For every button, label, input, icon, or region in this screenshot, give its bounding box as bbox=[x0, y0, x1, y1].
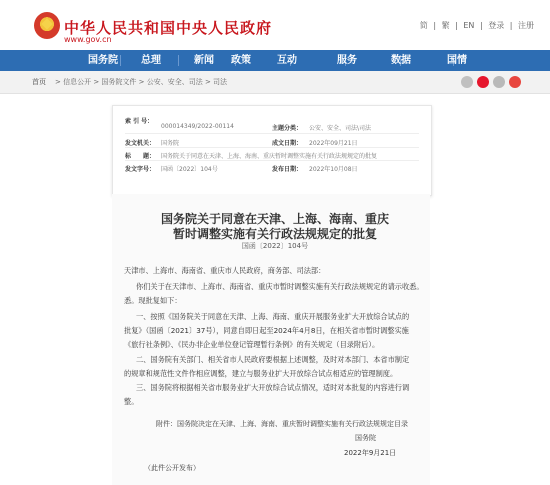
paragraph: 一、按照《国务院关于同意在天津、上海、海南、重庆开展服务业扩大开放综合试点的 bbox=[136, 312, 410, 321]
share-weibo-icon[interactable] bbox=[477, 76, 489, 88]
meta-published-label: 发布日期： bbox=[272, 166, 303, 173]
signer: 国务院 bbox=[355, 434, 376, 442]
article-title-line1: 国务院关于同意在天津、上海、海南、重庆 bbox=[160, 212, 389, 226]
meta-docno-value: 国函〔2022〕104号 bbox=[161, 166, 218, 173]
paragraph: 的规章和规范性文件作相应调整，建立与服务业扩大开放综合试点相适应的管理制度。 bbox=[124, 369, 398, 378]
nav-item-data[interactable]: 数据 bbox=[391, 55, 411, 66]
paragraph: 你们关于在天津市、上海市、海南省、重庆市暂时调整实施有关行政法规规定的请示收悉。 bbox=[136, 282, 424, 291]
nav-item-news[interactable]: 新闻 bbox=[194, 55, 214, 66]
attachment-link[interactable]: 附件：国务院决定在天津、上海、海南、重庆暂时调整实施有关行政法规规定目录 bbox=[156, 420, 408, 428]
nav-item-interaction[interactable]: 互动 bbox=[277, 55, 297, 66]
share-generic-icon[interactable] bbox=[461, 76, 473, 88]
meta-divider bbox=[125, 133, 419, 134]
paragraph: 整。 bbox=[124, 397, 139, 406]
meta-index-label: 索 引 号： bbox=[125, 118, 154, 125]
lang-simplified-link[interactable]: 简 bbox=[419, 21, 428, 30]
nav-item-premier[interactable]: 总理 bbox=[141, 55, 161, 66]
nav-item-service[interactable]: 服务 bbox=[337, 55, 357, 66]
nav-item-policy[interactable]: 政策 bbox=[231, 55, 251, 66]
divider: | bbox=[455, 21, 458, 30]
register-link[interactable]: 注册 bbox=[518, 21, 534, 30]
divider: | bbox=[509, 21, 513, 30]
meta-title-label: 标 题： bbox=[125, 153, 156, 160]
site-domain: www.gov.cn bbox=[64, 35, 112, 44]
lang-english-link[interactable]: EN bbox=[463, 21, 475, 30]
breadcrumb-path[interactable]: > 信息公开 > 国务院文件 > 公安、安全、司法 > 司法 bbox=[55, 78, 228, 86]
meta-issuer-label: 发文机关： bbox=[125, 140, 156, 147]
site-header bbox=[0, 0, 550, 50]
nav-item-state-council[interactable]: 国务院 bbox=[88, 55, 118, 66]
meta-docno-label: 发文字号： bbox=[125, 166, 156, 173]
meta-issuer-value: 国务院 bbox=[161, 140, 180, 147]
sign-date: 2022年9月21日 bbox=[344, 449, 397, 457]
paragraph: 批复》（国函〔2021〕37号），同意自即日起至2024年4月8日，在相关省市暂时调整实施 bbox=[124, 326, 409, 335]
main-nav bbox=[0, 50, 550, 71]
meta-category-value: 公安、安全、司法\司法 bbox=[309, 125, 372, 132]
top-links bbox=[417, 20, 534, 31]
site-title[interactable]: 中华人民共和国中央人民政府 bbox=[64, 19, 273, 37]
article-doc-number: 国函〔2022〕104号 bbox=[241, 242, 309, 250]
meta-divider bbox=[125, 147, 419, 148]
meta-created-label: 成文日期： bbox=[272, 140, 303, 147]
meta-category-label: 主题分类： bbox=[272, 125, 303, 132]
breadcrumb bbox=[0, 71, 550, 94]
article-title-line2: 暂时调整实施有关行政法规规定的批复 bbox=[172, 227, 377, 241]
login-link[interactable]: 登录 bbox=[488, 21, 505, 30]
lang-traditional-link[interactable]: 繁 bbox=[441, 21, 450, 30]
breadcrumb-home[interactable]: 首页 bbox=[32, 78, 46, 86]
nav-divider bbox=[120, 55, 121, 66]
paragraph: 天津市、上海市、海南省、重庆市人民政府，商务部、司法部： bbox=[124, 266, 326, 275]
meta-created-value: 2022年09月21日 bbox=[309, 140, 358, 147]
publish-note: （此件公开发布） bbox=[144, 464, 200, 472]
meta-title-value: 国务院关于同意在天津、上海、海南、重庆暂时调整实施有关行政法规规定的批复 bbox=[161, 153, 378, 160]
share-link-icon[interactable] bbox=[493, 76, 505, 88]
paragraph: 三、国务院将根据相关省市服务业扩大开放综合试点情况，适时对本批复的内容进行调 bbox=[136, 383, 410, 392]
paragraph: 悉。现批复如下： bbox=[124, 296, 182, 305]
meta-published-value: 2022年10月08日 bbox=[309, 166, 358, 173]
national-emblem-icon[interactable] bbox=[34, 12, 60, 39]
meta-index-value: 000014349/2022-00114 bbox=[161, 123, 234, 130]
divider: | bbox=[433, 21, 437, 30]
meta-divider bbox=[125, 160, 419, 161]
share-more-icon[interactable] bbox=[509, 76, 521, 88]
paragraph: 《旅行社条例》、《民办非企业单位登记管理暂行条例》的有关规定（目录附后）。 bbox=[124, 340, 380, 349]
divider: | bbox=[479, 21, 483, 30]
paragraph: 二、国务院有关部门、相关省市人民政府要根据上述调整，及时对本部门、本省市制定 bbox=[136, 355, 410, 364]
document-metadata-card bbox=[112, 105, 432, 196]
nav-item-national[interactable]: 国情 bbox=[447, 55, 467, 66]
